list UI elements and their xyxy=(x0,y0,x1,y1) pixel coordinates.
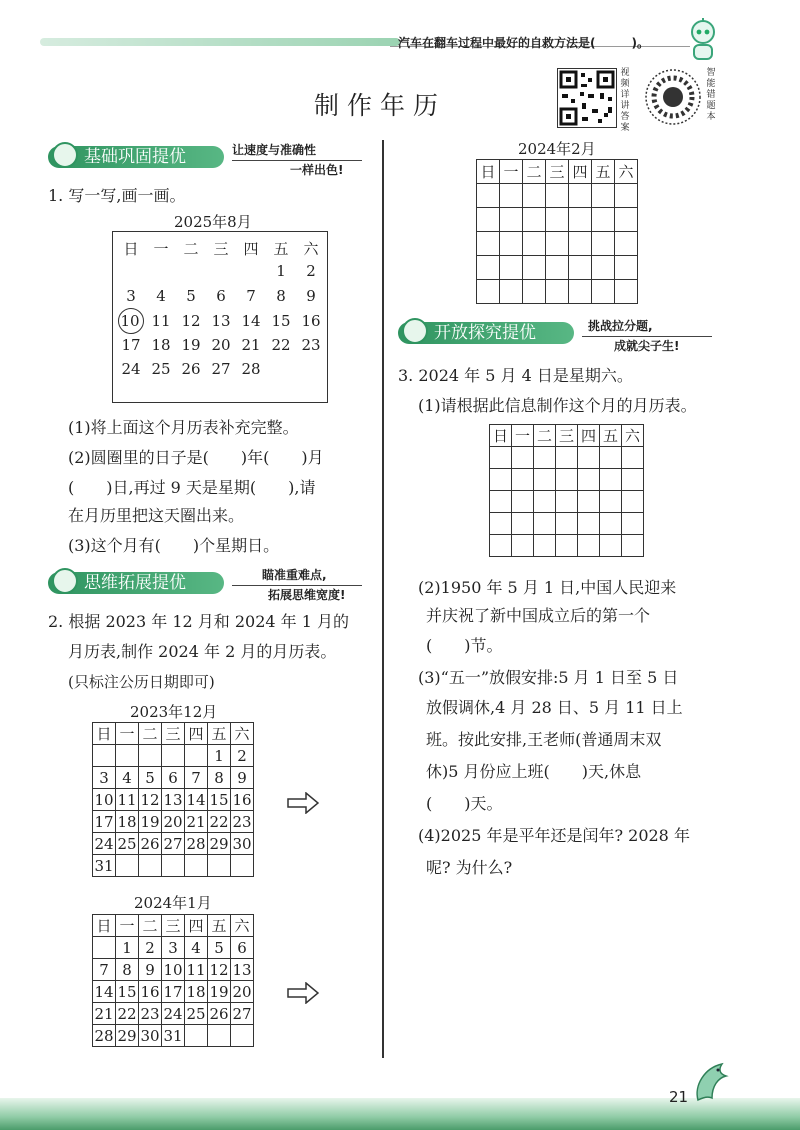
day-cell: 19 xyxy=(209,982,229,1001)
day-cell: 9 xyxy=(306,287,316,305)
day-cell: 27 xyxy=(163,834,183,853)
calendar-title: 2025年8月 xyxy=(174,213,252,231)
weekday-header-cell: 六 xyxy=(231,915,254,937)
day-cell[interactable] xyxy=(490,535,512,557)
day-cell[interactable] xyxy=(523,184,546,208)
header-bar xyxy=(40,38,400,46)
day-cell[interactable] xyxy=(578,469,600,491)
day-cell[interactable] xyxy=(523,208,546,232)
day-cell: 2 xyxy=(306,262,316,280)
day-cell: 17 xyxy=(94,812,114,831)
day-cell: 30 xyxy=(232,834,252,853)
column-divider xyxy=(382,140,384,1058)
day-cell: 7 xyxy=(185,767,208,789)
day-cell: 30 xyxy=(140,1026,160,1045)
day-cell xyxy=(139,745,162,767)
day-cell: 14 xyxy=(241,312,261,330)
weekday-header-cell: 日 xyxy=(93,915,116,937)
weekday-header-cell: 日 xyxy=(477,160,500,184)
day-cell: 1 xyxy=(208,745,231,767)
day-cell[interactable] xyxy=(592,280,615,304)
day-cell[interactable] xyxy=(477,208,500,232)
weekday-label: 四 xyxy=(243,240,259,258)
calendar-row xyxy=(93,937,254,959)
day-cell[interactable] xyxy=(615,208,638,232)
question-3-part-2-cont: 并庆祝了新中国成立后的第一个 xyxy=(426,606,651,625)
question-2-note: (只标注公历日期即可) xyxy=(68,673,215,691)
day-cell: 31 xyxy=(163,1026,183,1045)
day-cell[interactable] xyxy=(569,232,592,256)
day-cell: 3 xyxy=(126,287,136,305)
day-cell: 1 xyxy=(276,262,286,280)
question-2-stem: 2. 根据 2023 年 12 月和 2024 年 1 月的 xyxy=(48,612,350,631)
day-cell: 23 xyxy=(232,812,252,831)
weekday-label: 日 xyxy=(123,240,139,258)
day-cell: 24 xyxy=(163,1004,183,1023)
qr-label-wrongbook: 智能错题本 xyxy=(706,68,716,122)
day-cell xyxy=(116,855,139,877)
right-arrow-icon xyxy=(287,982,319,1004)
day-cell: 12 xyxy=(181,312,201,330)
slogan-line xyxy=(582,336,712,337)
question-1-stem: 1. 写一写,画一画。 xyxy=(48,186,186,205)
day-cell xyxy=(116,745,139,767)
robot-mascot-icon xyxy=(683,18,723,64)
qr-code-icon[interactable] xyxy=(557,68,617,128)
question-2-stem-cont: 月历表,制作 2024 年 2 月的月历表。 xyxy=(68,642,337,661)
calendar-title: 2024年2月 xyxy=(518,140,596,158)
day-cell: 2 xyxy=(139,937,162,959)
day-cell[interactable] xyxy=(512,513,534,535)
day-cell[interactable] xyxy=(546,256,569,280)
day-cell xyxy=(185,745,208,767)
weekday-header-cell: 三 xyxy=(546,160,569,184)
weekday-header-cell: 六 xyxy=(231,723,254,745)
day-cell[interactable] xyxy=(546,280,569,304)
question-1-part-2-cont: ( )日,再过 9 天是星期( ),请 xyxy=(68,478,316,497)
question-1-part-2: (2)圆圈里的日子是( )年( )月 xyxy=(68,448,324,467)
day-cell: 13 xyxy=(211,312,231,330)
weekday-header-cell: 一 xyxy=(500,160,523,184)
day-cell[interactable] xyxy=(556,447,578,469)
question-3-part-1: (1)请根据此信息制作这个月的月历表。 xyxy=(418,396,697,415)
day-cell xyxy=(208,1025,231,1047)
question-3-part-4-cont: 呢? 为什么? xyxy=(426,858,513,877)
day-cell: 5 xyxy=(186,287,196,305)
day-cell[interactable] xyxy=(578,447,600,469)
question-3-part-2-cont: ( )节。 xyxy=(426,636,503,655)
day-cell: 26 xyxy=(209,1004,229,1023)
weekday-header-cell: 四 xyxy=(185,915,208,937)
weekday-label: 五 xyxy=(273,240,289,258)
weekday-label: 二 xyxy=(183,240,199,258)
day-cell[interactable] xyxy=(615,280,638,304)
weekday-header-cell: 五 xyxy=(208,915,231,937)
day-cell: 12 xyxy=(209,960,229,979)
day-cell: 6 xyxy=(216,287,226,305)
day-cell: 11 xyxy=(117,790,137,809)
section-slogan: 成就尖子生! xyxy=(614,339,680,353)
day-cell: 4 xyxy=(185,937,208,959)
calendar-row xyxy=(93,767,254,789)
day-cell[interactable] xyxy=(556,513,578,535)
day-cell[interactable] xyxy=(490,469,512,491)
section-slogan: 瞄准重难点, xyxy=(262,568,327,582)
question-3-part-4: (4)2025 年是平年还是闰年? 2028 年 xyxy=(418,826,690,845)
calendar-row xyxy=(93,789,254,811)
day-cell[interactable] xyxy=(534,513,556,535)
day-cell[interactable] xyxy=(615,184,638,208)
day-cell[interactable] xyxy=(500,280,523,304)
day-cell: 28 xyxy=(186,834,206,853)
day-cell: 20 xyxy=(163,812,183,831)
day-cell: 10 xyxy=(94,790,114,809)
section-banner-open: 开放探究提优 xyxy=(398,322,574,344)
day-cell: 24 xyxy=(121,360,141,378)
day-cell xyxy=(162,745,185,767)
day-cell[interactable] xyxy=(622,535,644,557)
question-3-part-3-cont: 休)5 月份应上班( )天,休息 xyxy=(426,762,642,781)
calendar-row xyxy=(93,1025,254,1047)
question-3-part-3: (3)“五一”放假安排:5 月 1 日至 5 日 xyxy=(418,668,679,687)
day-cell: 5 xyxy=(139,767,162,789)
day-cell[interactable] xyxy=(600,469,622,491)
day-cell[interactable] xyxy=(615,256,638,280)
day-cell: 22 xyxy=(271,336,291,354)
calendar-row xyxy=(93,745,254,767)
day-cell: 8 xyxy=(208,767,231,789)
header-quiz: 汽车在翻车过程中最好的自救方法是( )。 xyxy=(398,36,649,50)
section-slogan: 一样出色! xyxy=(290,163,344,177)
day-cell[interactable] xyxy=(556,469,578,491)
dolphin-icon xyxy=(690,1060,734,1110)
weekday-header-row xyxy=(477,160,638,184)
weekday-label: 三 xyxy=(213,240,229,258)
section-slogan: 挑战拉分题, xyxy=(588,319,653,333)
day-cell: 18 xyxy=(117,812,137,831)
calendar-row xyxy=(490,491,644,513)
day-cell: 1 xyxy=(116,937,139,959)
day-cell: 27 xyxy=(232,1004,252,1023)
day-cell: 29 xyxy=(117,1026,137,1045)
day-cell xyxy=(208,855,231,877)
day-cell-circled: 10 xyxy=(120,312,140,330)
day-cell: 9 xyxy=(231,767,254,789)
day-cell[interactable] xyxy=(569,256,592,280)
day-cell[interactable] xyxy=(512,469,534,491)
day-cell: 7 xyxy=(246,287,256,305)
day-cell: 25 xyxy=(117,834,137,853)
day-cell: 25 xyxy=(151,360,171,378)
question-1-part-2-cont: 在月历里把这天圈出来。 xyxy=(68,506,245,525)
day-cell[interactable] xyxy=(512,535,534,557)
question-1-part-3: (3)这个月有( )个星期日。 xyxy=(68,536,280,555)
calendar-row xyxy=(477,256,638,280)
day-cell: 16 xyxy=(140,982,160,1001)
question-3-stem: 3. 2024 年 5 月 4 日是星期六。 xyxy=(398,366,633,385)
weekday-header-cell: 四 xyxy=(569,160,592,184)
calendar-february-2024-blank[interactable] xyxy=(476,159,638,304)
day-cell[interactable] xyxy=(600,535,622,557)
calendar-title: 2023年12月 xyxy=(130,703,218,721)
calendar-row xyxy=(490,513,644,535)
day-cell[interactable] xyxy=(512,447,534,469)
weekday-header-cell: 日 xyxy=(490,425,512,447)
day-cell[interactable] xyxy=(578,491,600,513)
day-cell: 25 xyxy=(186,1004,206,1023)
weekday-header-cell: 三 xyxy=(162,915,185,937)
section-banner-basic: 基础巩固提优 xyxy=(48,146,224,168)
day-cell: 12 xyxy=(140,790,160,809)
weekday-header-cell: 二 xyxy=(139,915,162,937)
day-cell: 20 xyxy=(211,336,231,354)
day-cell: 21 xyxy=(94,1004,114,1023)
calendar-row xyxy=(477,232,638,256)
day-cell[interactable] xyxy=(600,513,622,535)
day-cell: 22 xyxy=(117,1004,137,1023)
weekday-header-cell: 一 xyxy=(116,915,139,937)
day-cell[interactable] xyxy=(622,491,644,513)
day-cell xyxy=(93,937,116,959)
day-cell xyxy=(185,855,208,877)
day-cell[interactable] xyxy=(592,232,615,256)
day-cell[interactable] xyxy=(534,535,556,557)
day-cell[interactable] xyxy=(534,469,556,491)
day-cell: 6 xyxy=(231,937,254,959)
weekday-header-cell: 四 xyxy=(578,425,600,447)
calendar-row xyxy=(490,447,644,469)
day-cell: 16 xyxy=(232,790,252,809)
weekday-header-cell: 日 xyxy=(93,723,116,745)
day-cell: 4 xyxy=(116,767,139,789)
day-cell: 14 xyxy=(94,982,114,1001)
day-cell[interactable] xyxy=(556,535,578,557)
day-cell[interactable] xyxy=(500,232,523,256)
day-cell[interactable] xyxy=(500,184,523,208)
day-cell[interactable] xyxy=(534,491,556,513)
day-cell[interactable] xyxy=(592,208,615,232)
day-cell[interactable] xyxy=(569,208,592,232)
day-cell: 21 xyxy=(186,812,206,831)
weekday-header-cell: 六 xyxy=(615,160,638,184)
day-cell: 18 xyxy=(151,336,171,354)
weekday-label: 六 xyxy=(303,240,319,258)
day-cell: 3 xyxy=(93,767,116,789)
satellite-icon xyxy=(402,318,428,344)
day-cell[interactable] xyxy=(578,535,600,557)
section-slogan: 让速度与准确性 xyxy=(232,143,317,157)
day-cell xyxy=(231,855,254,877)
day-cell[interactable] xyxy=(556,491,578,513)
right-arrow-icon xyxy=(287,792,319,814)
day-cell: 13 xyxy=(163,790,183,809)
day-cell[interactable] xyxy=(569,184,592,208)
day-cell: 8 xyxy=(116,959,139,981)
day-cell: 17 xyxy=(163,982,183,1001)
ufo-icon xyxy=(52,568,78,594)
day-cell[interactable] xyxy=(523,280,546,304)
day-cell: 24 xyxy=(94,834,114,853)
day-cell[interactable] xyxy=(490,491,512,513)
weekday-header-cell: 一 xyxy=(116,723,139,745)
question-3-part-2: (2)1950 年 5 月 1 日,中国人民迎来 xyxy=(418,578,677,597)
day-cell: 3 xyxy=(162,937,185,959)
calendar-row xyxy=(477,184,638,208)
day-cell[interactable] xyxy=(569,280,592,304)
calendar-december-2023 xyxy=(92,722,254,877)
day-cell[interactable] xyxy=(477,232,500,256)
day-cell: 2 xyxy=(231,745,254,767)
day-cell: 14 xyxy=(186,790,206,809)
day-cell: 15 xyxy=(209,790,229,809)
calendar-row xyxy=(490,535,644,557)
page-title: 制作年历 xyxy=(313,91,446,120)
question-3-part-3-cont: ( )天。 xyxy=(426,794,503,813)
section-banner-thinking: 思维拓展提优 xyxy=(48,572,224,594)
day-cell: 10 xyxy=(163,960,183,979)
weekday-header-cell: 三 xyxy=(162,723,185,745)
day-cell[interactable] xyxy=(622,447,644,469)
weekday-header-row xyxy=(93,915,254,937)
day-cell[interactable] xyxy=(477,184,500,208)
day-cell: 16 xyxy=(301,312,321,330)
day-cell xyxy=(139,855,162,877)
day-cell[interactable] xyxy=(546,232,569,256)
day-cell: 23 xyxy=(140,1004,160,1023)
day-cell: 19 xyxy=(181,336,201,354)
day-cell: 26 xyxy=(140,834,160,853)
day-cell: 20 xyxy=(232,982,252,1001)
day-cell[interactable] xyxy=(615,232,638,256)
weekday-header-row xyxy=(490,425,644,447)
day-cell: 5 xyxy=(208,937,231,959)
question-3-part-3-cont: 放假调休,4 月 28 日、5 月 11 日上 xyxy=(426,698,683,717)
calendar-row xyxy=(477,280,638,304)
calendar-title: 2024年1月 xyxy=(134,894,212,912)
weekday-header-cell: 五 xyxy=(600,425,622,447)
day-cell: 9 xyxy=(139,959,162,981)
weekday-header-cell: 五 xyxy=(592,160,615,184)
day-cell: 22 xyxy=(209,812,229,831)
day-cell: 7 xyxy=(93,959,116,981)
day-cell[interactable] xyxy=(622,513,644,535)
slogan-line xyxy=(232,585,362,586)
weekday-header-cell: 二 xyxy=(523,160,546,184)
day-cell: 17 xyxy=(121,336,141,354)
weekday-header-cell: 六 xyxy=(622,425,644,447)
weekday-header-cell: 一 xyxy=(512,425,534,447)
weekday-header-cell: 二 xyxy=(534,425,556,447)
calendar-row xyxy=(477,208,638,232)
mini-program-code-icon[interactable] xyxy=(644,68,702,126)
weekday-header-cell: 三 xyxy=(556,425,578,447)
calendar-august-2025 xyxy=(112,231,328,403)
day-cell[interactable] xyxy=(477,280,500,304)
day-cell: 28 xyxy=(94,1026,114,1045)
day-cell[interactable] xyxy=(546,208,569,232)
calendar-row xyxy=(93,959,254,981)
weekday-header-row xyxy=(93,723,254,745)
day-cell: 18 xyxy=(186,982,206,1001)
day-cell xyxy=(231,1025,254,1047)
day-cell: 19 xyxy=(140,812,160,831)
calendar-row xyxy=(93,833,254,855)
day-cell[interactable] xyxy=(546,184,569,208)
weekday-header-cell: 四 xyxy=(185,723,208,745)
day-cell: 6 xyxy=(162,767,185,789)
day-cell: 11 xyxy=(151,312,171,330)
day-cell: 29 xyxy=(209,834,229,853)
day-cell: 26 xyxy=(181,360,201,378)
calendar-row xyxy=(93,855,254,877)
day-cell[interactable] xyxy=(523,232,546,256)
calendar-row xyxy=(93,981,254,1003)
day-cell[interactable] xyxy=(600,447,622,469)
day-cell: 4 xyxy=(156,287,166,305)
weekday-header-cell: 五 xyxy=(208,723,231,745)
calendar-row xyxy=(93,811,254,833)
day-cell[interactable] xyxy=(523,256,546,280)
day-cell[interactable] xyxy=(578,513,600,535)
day-cell: 21 xyxy=(241,336,261,354)
day-cell[interactable] xyxy=(534,447,556,469)
day-cell: 11 xyxy=(186,960,206,979)
day-cell[interactable] xyxy=(592,184,615,208)
weekday-label: 一 xyxy=(153,240,169,258)
day-cell: 15 xyxy=(271,312,291,330)
day-cell xyxy=(185,1025,208,1047)
day-cell[interactable] xyxy=(490,513,512,535)
day-cell[interactable] xyxy=(490,447,512,469)
day-cell: 27 xyxy=(211,360,231,378)
day-cell[interactable] xyxy=(500,256,523,280)
day-cell[interactable] xyxy=(622,469,644,491)
question-1-part-1: (1)将上面这个月历表补充完整。 xyxy=(68,418,299,437)
day-cell: 28 xyxy=(241,360,261,378)
calendar-row xyxy=(93,1003,254,1025)
qr-label-answers: 视频详讲答案 xyxy=(620,68,630,133)
day-cell[interactable] xyxy=(477,256,500,280)
day-cell: 31 xyxy=(94,856,114,875)
section-slogan: 拓展思维宽度! xyxy=(268,588,346,602)
day-cell: 8 xyxy=(276,287,286,305)
day-cell: 13 xyxy=(232,960,252,979)
calendar-may-2024-blank[interactable] xyxy=(489,424,644,557)
day-cell[interactable] xyxy=(592,256,615,280)
day-cell xyxy=(162,855,185,877)
day-cell: 23 xyxy=(301,336,321,354)
day-cell: 15 xyxy=(117,982,137,1001)
day-cell xyxy=(93,745,116,767)
weekday-header-cell: 二 xyxy=(139,723,162,745)
page-number: 21 xyxy=(669,1088,689,1106)
calendar-january-2024 xyxy=(92,914,254,1047)
slogan-line xyxy=(232,160,362,161)
day-cell[interactable] xyxy=(500,208,523,232)
target-icon xyxy=(52,142,78,168)
day-cell[interactable] xyxy=(600,491,622,513)
question-3-part-3-cont: 班。按此安排,王老师(普通周末双 xyxy=(426,730,662,749)
calendar-row xyxy=(490,469,644,491)
day-cell[interactable] xyxy=(512,491,534,513)
